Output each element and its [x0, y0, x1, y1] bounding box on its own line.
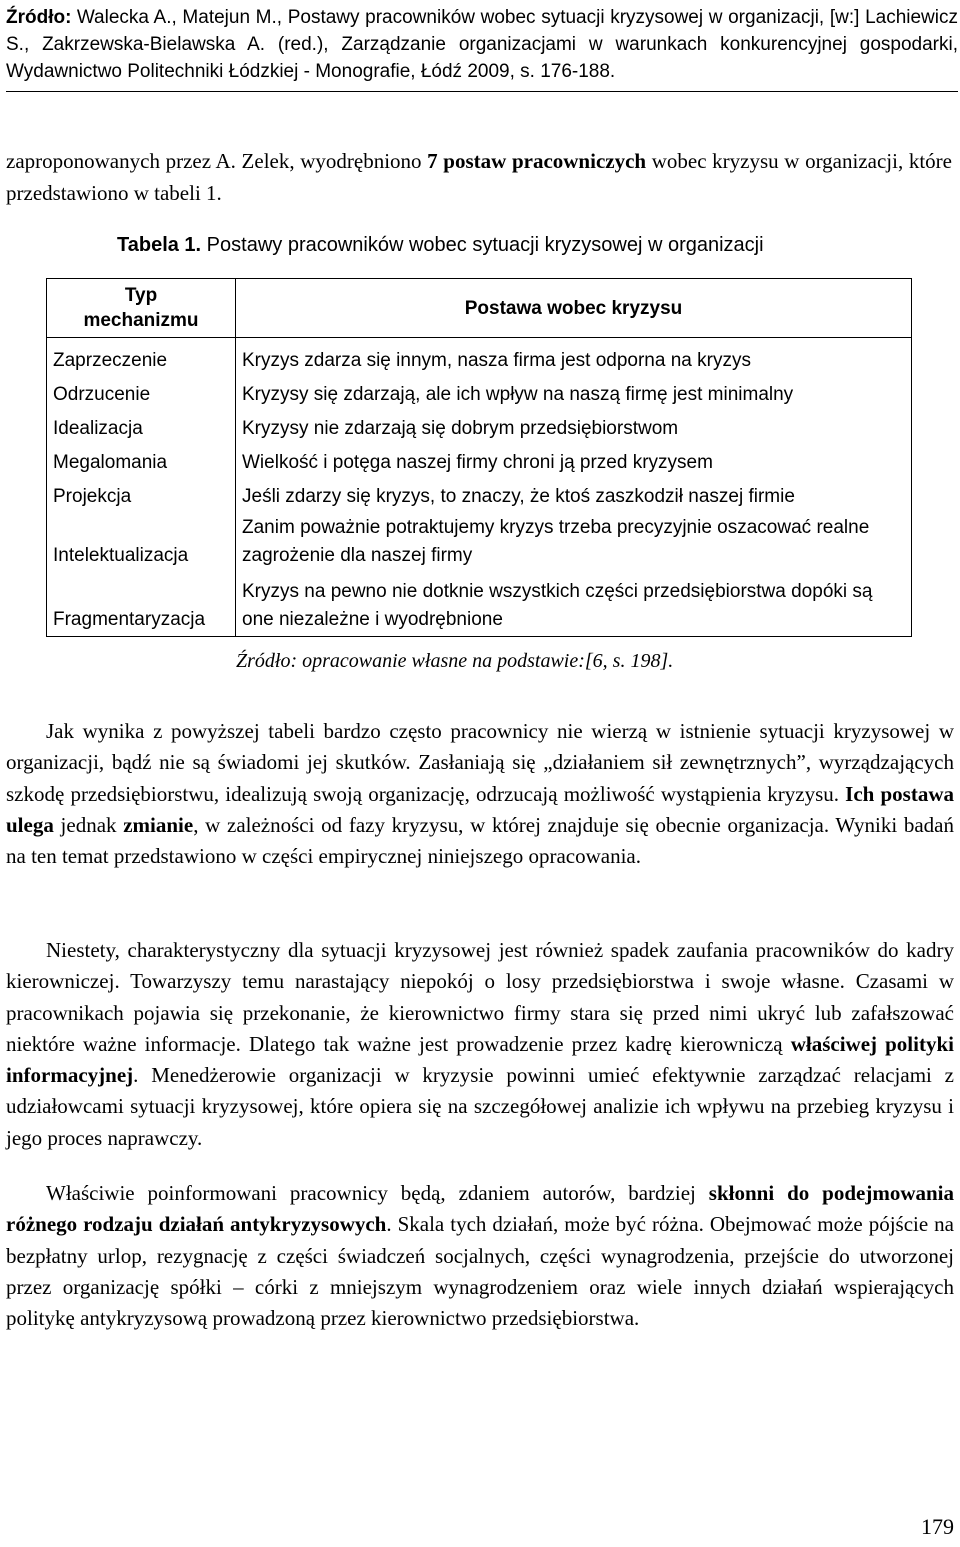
- intro-paragraph: [6, 145, 952, 209]
- cell-type: Zaprzeczenie: [47, 338, 236, 373]
- table-row: [47, 572, 912, 637]
- cell-attitude: Kryzys na pewno nie dotknie wszystkich części przedsiębiorstwa dopóki są one niezależne i wyodrębnione: [236, 572, 912, 637]
- p2-text-c: . Menedżerowie organizacji w kryzysie powinni umieć efektywnie zarządzać relacjami z udziałowcami sytuacji kryzysowej, które opiera się na szczegółowej analizie ich wpływu na przebieg kryzysu i jego proces naprawczy.: [6, 1063, 954, 1150]
- body-paragraph-3: [6, 1178, 954, 1334]
- source-citation-text: Walecka A., Matejun M., Postawy pracowników wobec sytuacji kryzysowej w organizacji, [w:] Lachiewicz S., Zakrzewska-Bielawska A. (red.), Zarządzanie organizacjami w warunkach konkurencyjnej gospodarki, Wydawnictwo Politechniki Łódzkiej - Monografie, Łódź 2009, s. 176-188.: [6, 7, 958, 82]
- cell-attitude: Zanim poważnie potraktujemy kryzys trzeba precyzyjnie oszacować realne zagrożenie dla naszej firmy: [236, 508, 912, 572]
- p1-text-c: jednak: [53, 812, 124, 837]
- source-label: Źródło:: [6, 7, 72, 28]
- p2-text-a: Niestety, charakterystyczny dla sytuacji kryzysowej jest również spadek zaufania pracowników do kadry kierowniczej. Towarzyszy temu narastający niepokój o losy przedsiębiorstwa i swoje własne. Czasami w pracownikach pojawia się przekonanie, że kierownictwo firmy stara się przed nimi ukryć lub zafałszować niektóre ważne informacje. Dlatego tak ważne jest prowadzenie przez kadrę kierowniczą: [6, 938, 954, 1056]
- table-row: [47, 372, 912, 406]
- table-caption-label: Tabela 1.: [117, 234, 202, 256]
- p3-text-c: . Skala tych działań, może być różna. Obejmować może pójście na bezpłatny urlop, rezygnację z części świadczeń socjalnych, części wynagrodzenia, przejście do utworzonej przez organizację spółki – córki z mniejszym wynagrodzeniem oraz wiele innych działań wspierających politykę antykryzysową prowadzoną przez kierownictwo przedsiębiorstwa.: [6, 1212, 955, 1331]
- cell-type: Fragmentaryzacja: [47, 572, 236, 637]
- header-attitude: Postawa wobec kryzysu: [236, 279, 912, 338]
- cell-type: Projekcja: [47, 474, 236, 508]
- cell-attitude: Kryzys zdarza się innym, nasza firma jest odporna na kryzys: [236, 338, 912, 373]
- cell-type: Odrzucenie: [47, 372, 236, 406]
- source-citation-header: [6, 4, 958, 92]
- p1-bold-2: zmianie: [123, 812, 194, 837]
- table-caption-text: Postawy pracowników wobec sytuacji kryzysowej w organizacji: [201, 234, 764, 256]
- table-caption: [117, 232, 764, 258]
- cell-attitude: Jeśli zdarzy się kryzys, to znaczy, że ktoś zaszkodził naszej firmie: [236, 474, 912, 508]
- table-row: [47, 508, 912, 572]
- body-paragraph-1: [6, 716, 954, 872]
- intro-bold: 7 postaw pracowniczych: [427, 149, 647, 173]
- intro-text-2: wobec kryzysu w organizacji, które przedstawiono w tabeli 1.: [6, 149, 952, 205]
- table-header-row: [47, 279, 912, 338]
- attitudes-table: [46, 278, 912, 637]
- table-row: [47, 474, 912, 508]
- p2-bold: właściwej polityki informacyjnej: [6, 1031, 954, 1088]
- cell-type: Intelektualizacja: [47, 508, 236, 572]
- header-mechanism-type: Typ mechanizmu: [47, 279, 236, 338]
- cell-type: Idealizacja: [47, 406, 236, 440]
- p3-bold: skłonni do podejmowania różnego rodzaju działań antykryzysowych: [6, 1181, 955, 1237]
- p1-text-a: Jak wynika z powyższej tabeli bardzo często pracownicy nie wierzą w istnienie sytuacji kryzysowej w organizacji, bądź nie są świadomi jej skutków. Zasłaniają się „działaniem sił zewnętrznych”, wyrządzających szkodę przedsiębiorstwu, idealizują swoją organizację, odrzucają możliwość wystąpienia kryzysu.: [6, 719, 954, 806]
- cell-attitude: Kryzysy się zdarzają, ale ich wpływ na naszą firmę jest minimalny: [236, 372, 912, 406]
- body-paragraph-2: [6, 935, 954, 1154]
- p1-text-d: , w zależności od fazy kryzysu, w której znajduje się obecnie organizacja. Wyniki badań na ten temat przedstawiono w części empirycznej niniejszego opracowania.: [6, 812, 954, 869]
- table-row: [47, 440, 912, 474]
- cell-attitude: Kryzysy nie zdarzają się dobrym przedsiębiorstwom: [236, 406, 912, 440]
- cell-attitude: Wielkość i potęga naszej firmy chroni ją przed kryzysem: [236, 440, 912, 474]
- p1-bold-1: Ich postawa ulega: [6, 781, 954, 837]
- table-row: [47, 338, 912, 373]
- table-row: [47, 406, 912, 440]
- p3-text-a: Właściwie poinformowani pracownicy będą, zdaniem autorów, bardziej: [46, 1181, 709, 1205]
- cell-type: Megalomania: [47, 440, 236, 474]
- intro-text-1: zaproponowanych przez A. Zelek, wyodrębniono: [6, 149, 428, 173]
- table-source-note: Źródło: opracowanie własne na podstawie:[6, s. 198].: [236, 650, 674, 672]
- page-number: 179: [921, 1514, 954, 1539]
